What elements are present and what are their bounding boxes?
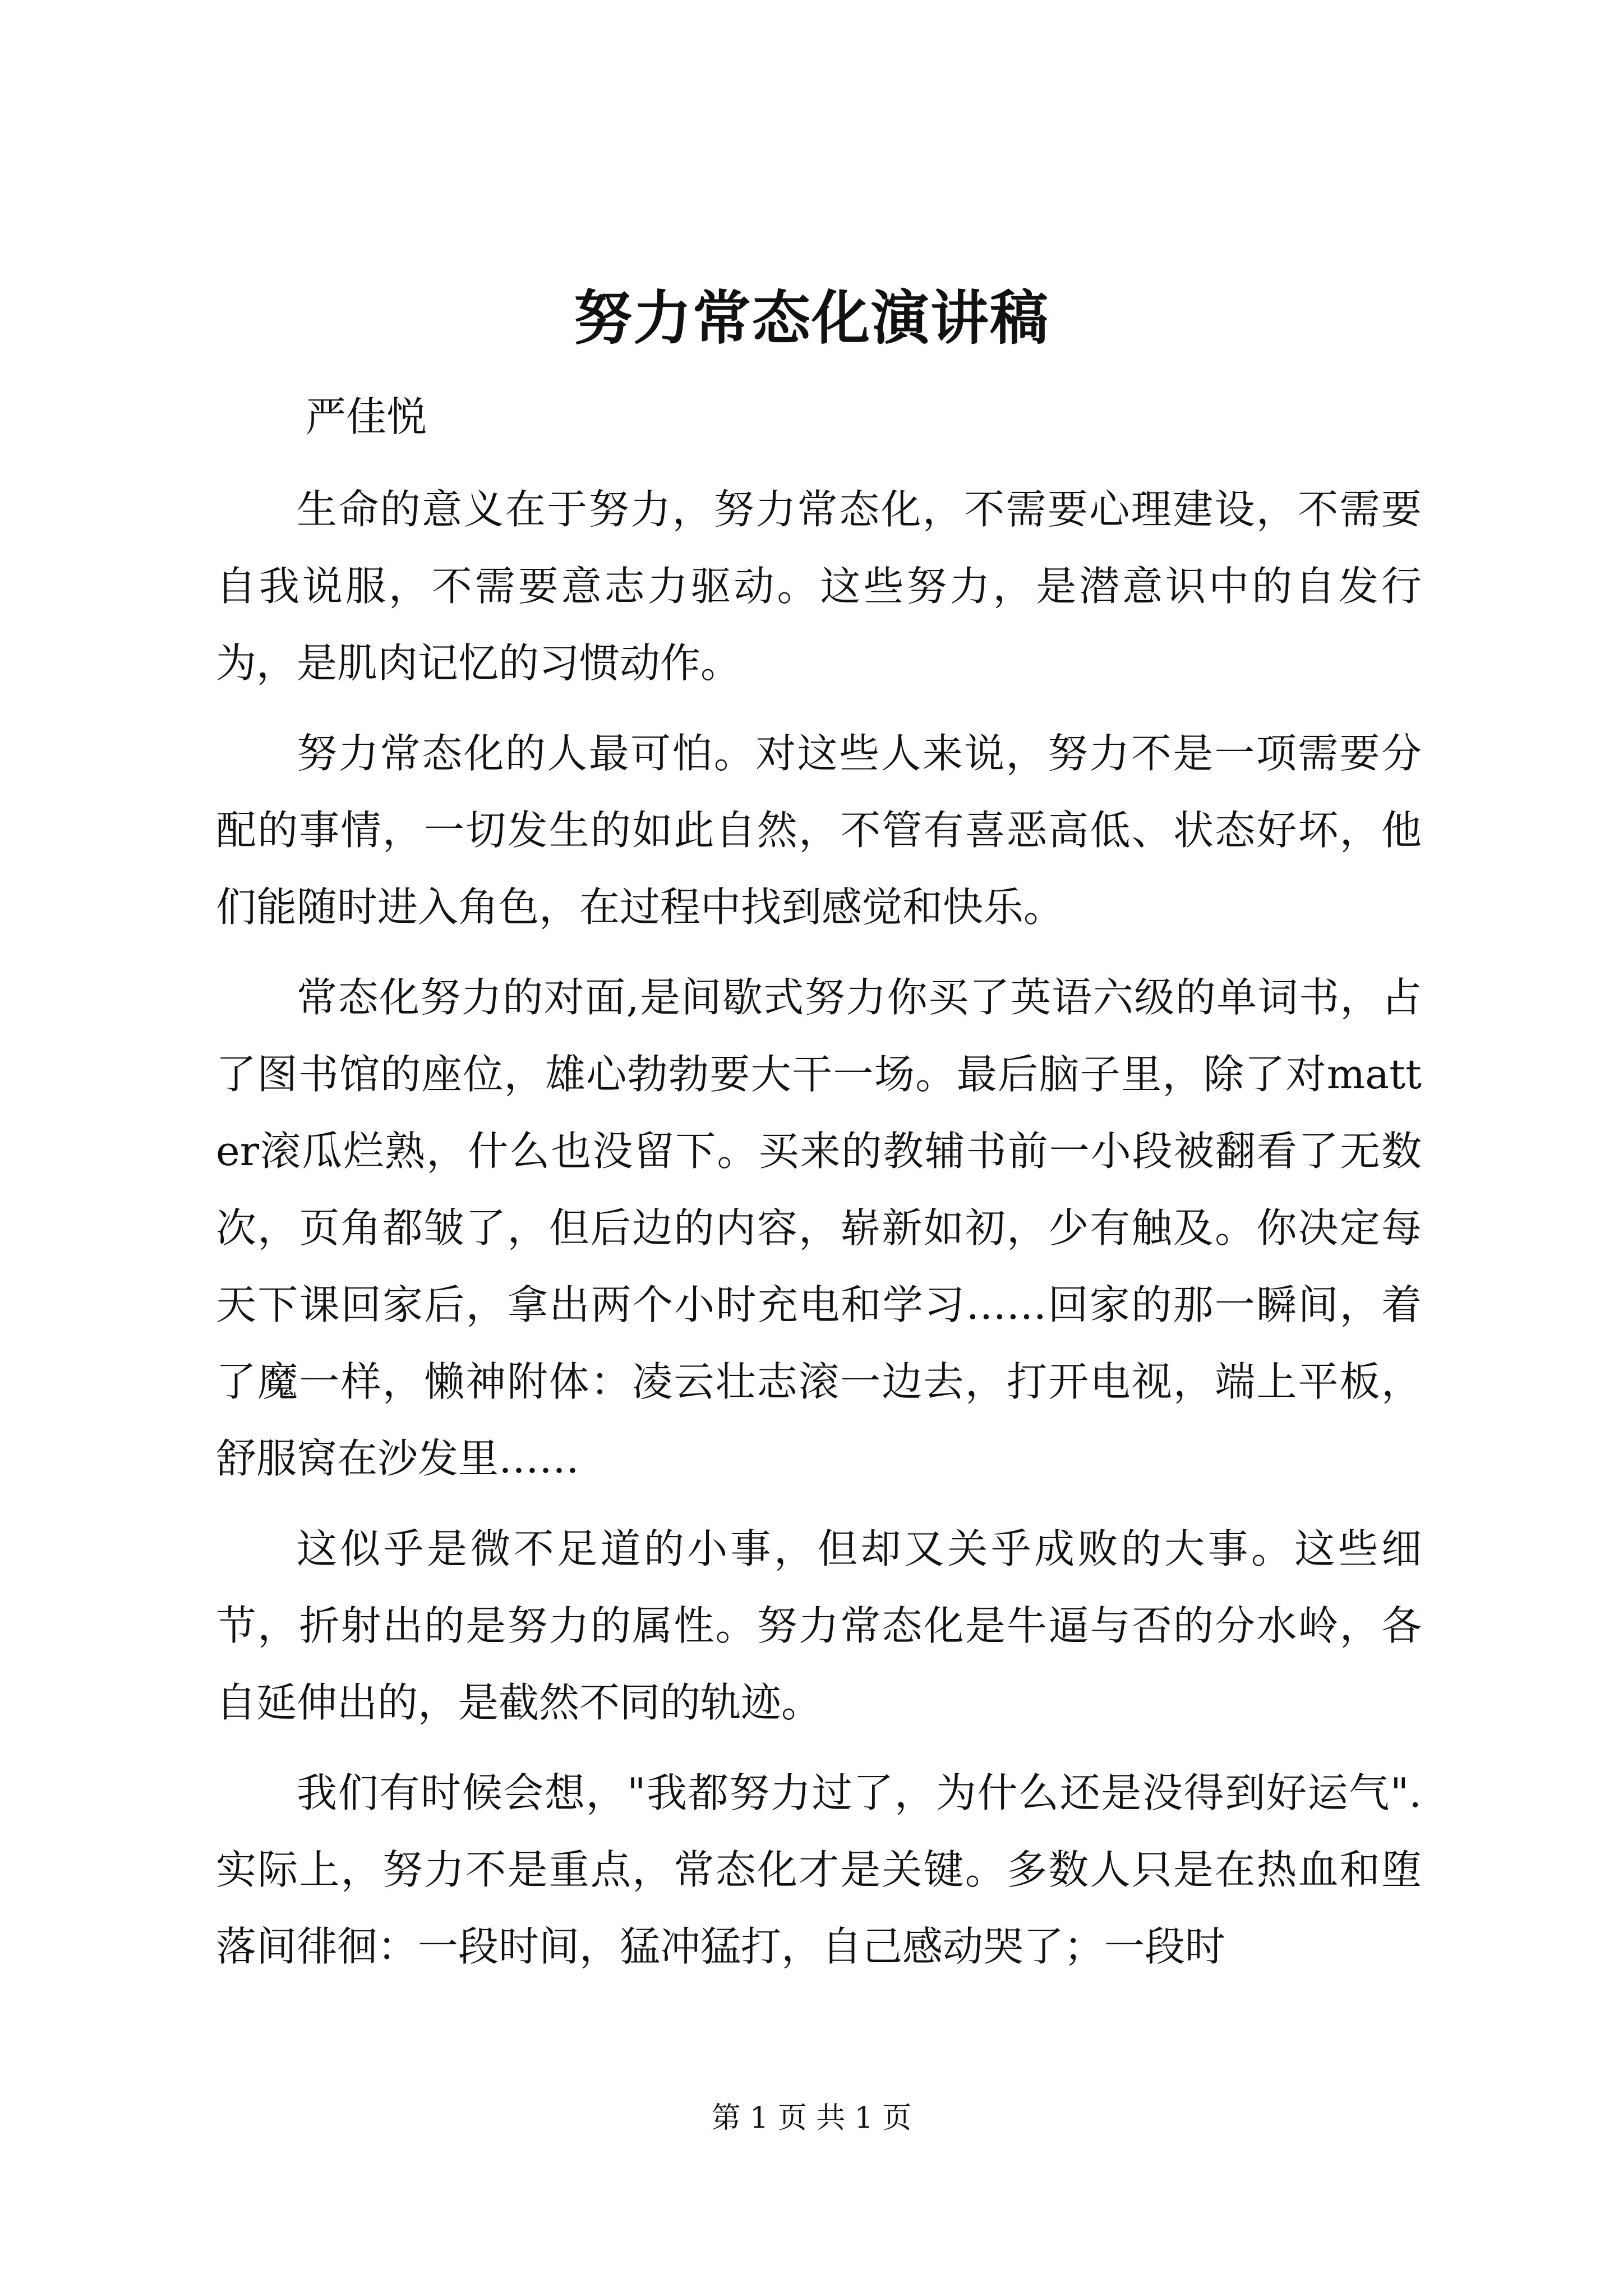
document-title: 努力常态化演讲稿 [573,283,1049,352]
paragraph-2: 努力常态化的人最可怕。对这些人来说，努力不是一项需要分配的事情，一切发生的如此自然，不管有喜恶高低、状态好坏，他们能随时进入角色，在过程中找到感觉和快乐。 [216,730,1422,931]
paragraph-5: 我们有时候会想，"我都努力过了，为什么还是没得到好运气".实际上，努力不是重点，常态化才是关键。多数人只是在热血和堕落间徘徊：一段时间，猛冲猛打，自己感动哭了；一段时 [216,1769,1422,1970]
page-number-footer: 第 1 页 共 1 页 [711,2101,912,2135]
paragraph-3: 常态化努力的对面,是间歇式努力你买了英语六级的单词书，占了图书馆的座位，雄心勃勃要大干一场。最后脑子里，除了对matter滚瓜烂熟，什么也没留下。买来的教辅书前一小段被翻看了无数次，页角都皱了，但后边的内容，崭新如初，少有触及。你决定每天下课回家后，拿出两个小时充电和学习……回家的那一瞬间，着了魔一样，懒神附体：凌云壮志滚一边去，打开电视，端上平板，舒服窝在沙发里…… [216,974,1422,1482]
paragraph-4: 这似乎是微不足道的小事，但却又关乎成败的大事。这些细节，折射出的是努力的属性。努力常态化是牛逼与否的分水岭，各自延伸出的，是截然不同的轨迹。 [216,1525,1422,1726]
paragraph-1: 生命的意义在于努力，努力常态化，不需要心理建设，不需要自我说服，不需要意志力驱动。这些努力，是潜意识中的自发行为，是肌肉记忆的习惯动作。 [216,486,1422,687]
author-name: 严佳悦 [306,393,427,440]
document-body [216,471,1422,1999]
